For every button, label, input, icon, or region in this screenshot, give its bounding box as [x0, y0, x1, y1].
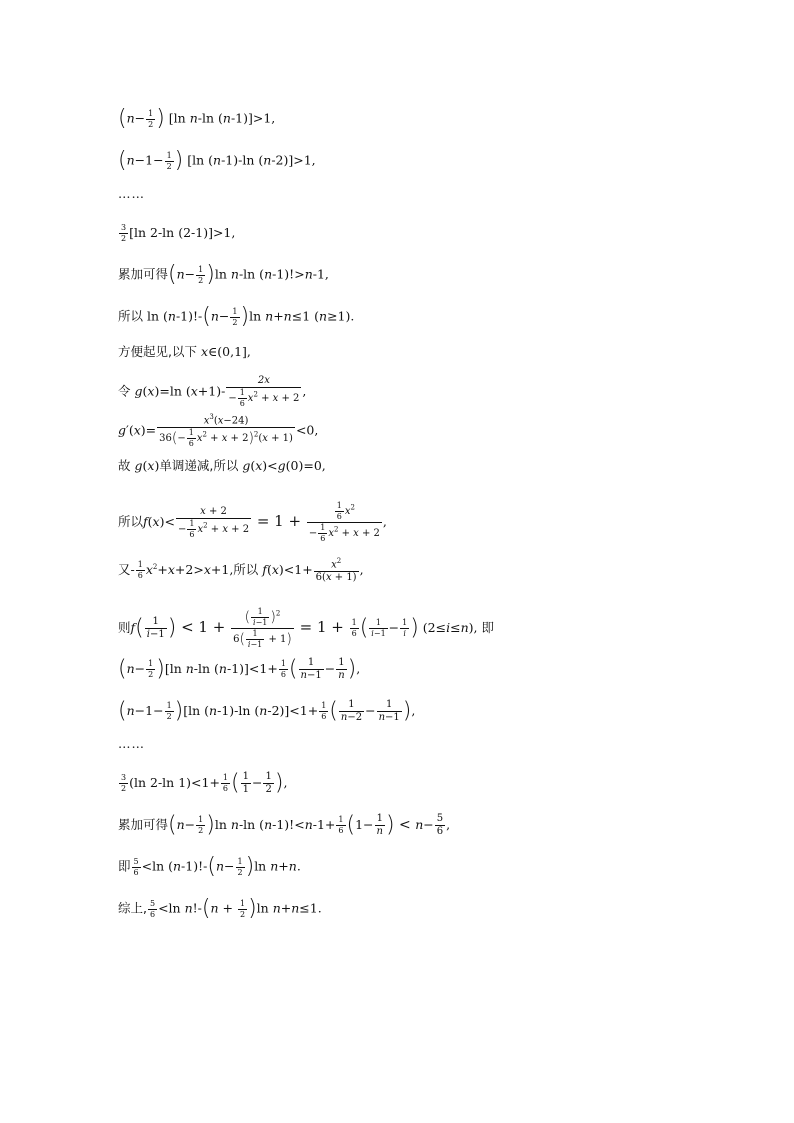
equation-line: 所以f(x)< x + 2 − $\frac{1}{6}$ $x^2 + x + 2$ = 1 + $\frac{1}{6}$ $x^2$ − $\frac{1}{6}$ $x^2 + x + 2$ , [118, 501, 387, 543]
equation-line: g′(x)= $x^3(x-24)$ 36(− $\frac{1}{6}$ $x^2 + x + 2)^2(x + 1)$ <0, [118, 413, 319, 449]
equation-line: 即 $\frac{5}{6}$ <ln (n-1)!-(n− $\frac{1}{2}$ )ln n+n. [118, 854, 301, 879]
ellipsis-line: …… [118, 186, 145, 201]
ellipsis-line: …… [118, 736, 145, 751]
equation-line: 又- $\frac{1}{6}$ $x^2+x+2>x+1$,所以 f(x)<1+ $\frac{x^2}{6(x + 1)}$ , [118, 557, 364, 584]
equation-line: $\frac{3}{2}$ [ln 2-ln (2-1)]>1, [121, 223, 236, 243]
equation-line: 则f( $\frac{1}{i-1}$ ) < 1 + ( $\frac{1}{i-1}$ )$^2$ 6( $\frac{1}{i-1}$ + 1) = 1 + $\frac{1}{6}$ ( $\frac{1}{i-1}$ − $\frac{1}{i}$ ) (2≤i≤n), 即 [118, 607, 494, 649]
equation-line: 累加可得(n− $\frac{1}{2}$ )ln n-ln (n-1)!<n-1+ $\frac{1}{6}$ (1− $\frac{1}{n}$ ) < n− $\frac{5}{6}$ , [118, 812, 451, 838]
equation-line: (n−1− $\frac{1}{2}$ ) [ln (n-1)-ln (n-2)]>1, [118, 148, 316, 173]
equation-line: (n−1− $\frac{1}{2}$ )[ln (n-1)-ln (n-2)]<1+ $\frac{1}{6}$ ( $\frac{1}{n-2}$ − $\frac{1}{n-1}$ ), [118, 698, 416, 724]
text-line: 方便起见,以下 x∈(0,1], [118, 344, 251, 359]
equation-line: $\frac{3}{2}$ (ln 2-ln 1)<1+ $\frac{1}{6}$ ( $\frac{1}{1}$ − $\frac{1}{2}$ ), [121, 770, 288, 796]
text-line: 故 g(x)单调递减,所以 g(x)<g(0)=0, [118, 458, 326, 473]
equation-line: 累加可得(n− $\frac{1}{2}$ )ln n-ln (n-1)!>n-1, [118, 262, 329, 287]
equation-line: (n− $\frac{1}{2}$ )[ln n-ln (n-1)]<1+ $\frac{1}{6}$ ( $\frac{1}{n-1}$ − $\frac{1}{n}$ ), [118, 656, 361, 682]
equation-line: (n− $\frac{1}{2}$ ) [ln n-ln (n-1)]>1, [118, 106, 276, 131]
equation-line: 综上, $\frac{5}{6}$ <ln n!-(n + $\frac{1}{2}$ )ln n+n≤1. [118, 896, 322, 921]
equation-line: 所以 ln (n-1)!-(n− $\frac{1}{2}$ )ln n+n≤1 (n≥1). [118, 304, 355, 329]
equation-line: 令 g(x)=ln (x+1)- 2x − $\frac{1}{6}$ $x^2 + x + 2$ , [118, 375, 307, 408]
